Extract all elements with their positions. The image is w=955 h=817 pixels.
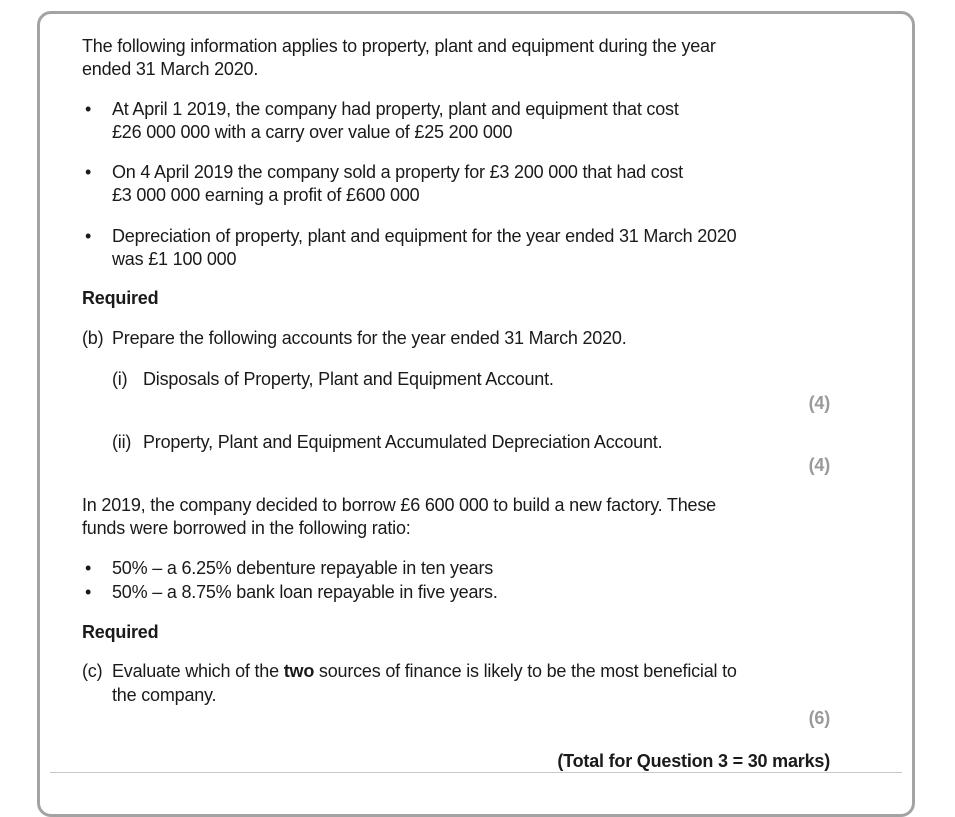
part-c-emphasis: two xyxy=(283,661,315,681)
marks-b-ii: (4) xyxy=(808,455,830,475)
required-heading: Required xyxy=(82,622,159,642)
bullet-text: was £1 100 000 xyxy=(112,249,237,269)
part-b-ii-text: Property, Plant and Equipment Accumulated Depreciation Account. xyxy=(143,432,663,452)
bullet-text: On 4 April 2019 the company sold a property for £3 200 000 that had cost xyxy=(112,162,683,182)
part-c-text xyxy=(112,660,737,683)
bullet-icon: • xyxy=(85,99,92,119)
part-b-text: Prepare the following accounts for the year ended 31 March 2020. xyxy=(112,328,627,348)
bullet-icon: • xyxy=(85,226,92,246)
intro-line-2: ended 31 March 2020. xyxy=(82,59,259,79)
marks-c: (6) xyxy=(808,708,830,728)
intro-line-1: The following information applies to property, plant and equipment during the year xyxy=(82,36,716,56)
bullet-text: Depreciation of property, plant and equipment for the year ended 31 March 2020 xyxy=(112,226,737,246)
part-b-label: (b) xyxy=(82,328,104,348)
marks-b-i: (4) xyxy=(808,393,830,413)
divider xyxy=(50,772,902,773)
part-b-i-label: (i) xyxy=(112,369,128,389)
bullet-text: £3 000 000 earning a profit of £600 000 xyxy=(112,185,420,205)
part-b-ii-label: (ii) xyxy=(112,432,132,452)
question-total: (Total for Question 3 = 30 marks) xyxy=(557,751,830,771)
part-c-text-b: sources of finance is likely to be the most beneficial to xyxy=(314,661,737,681)
finance-line-1: In 2019, the company decided to borrow £6 600 000 to build a new factory. These xyxy=(82,495,716,515)
part-c-line-2: the company. xyxy=(112,685,217,705)
bullet-icon: • xyxy=(85,162,92,182)
part-c-label: (c) xyxy=(82,661,103,681)
part-b-i-text: Disposals of Property, Plant and Equipment Account. xyxy=(143,369,554,389)
bullet-icon: • xyxy=(85,558,92,578)
required-heading: Required xyxy=(82,288,159,308)
finance-line-2: funds were borrowed in the following ratio: xyxy=(82,518,411,538)
bullet-text: £26 000 000 with a carry over value of £25 200 000 xyxy=(112,122,513,142)
bullet-text: 50% – a 8.75% bank loan repayable in five years. xyxy=(112,582,498,602)
bullet-icon: • xyxy=(85,582,92,602)
bullet-text: 50% – a 6.25% debenture repayable in ten years xyxy=(112,558,494,578)
bullet-text: At April 1 2019, the company had property, plant and equipment that cost xyxy=(112,99,679,119)
part-c-text-a: Evaluate which of the xyxy=(112,661,284,681)
